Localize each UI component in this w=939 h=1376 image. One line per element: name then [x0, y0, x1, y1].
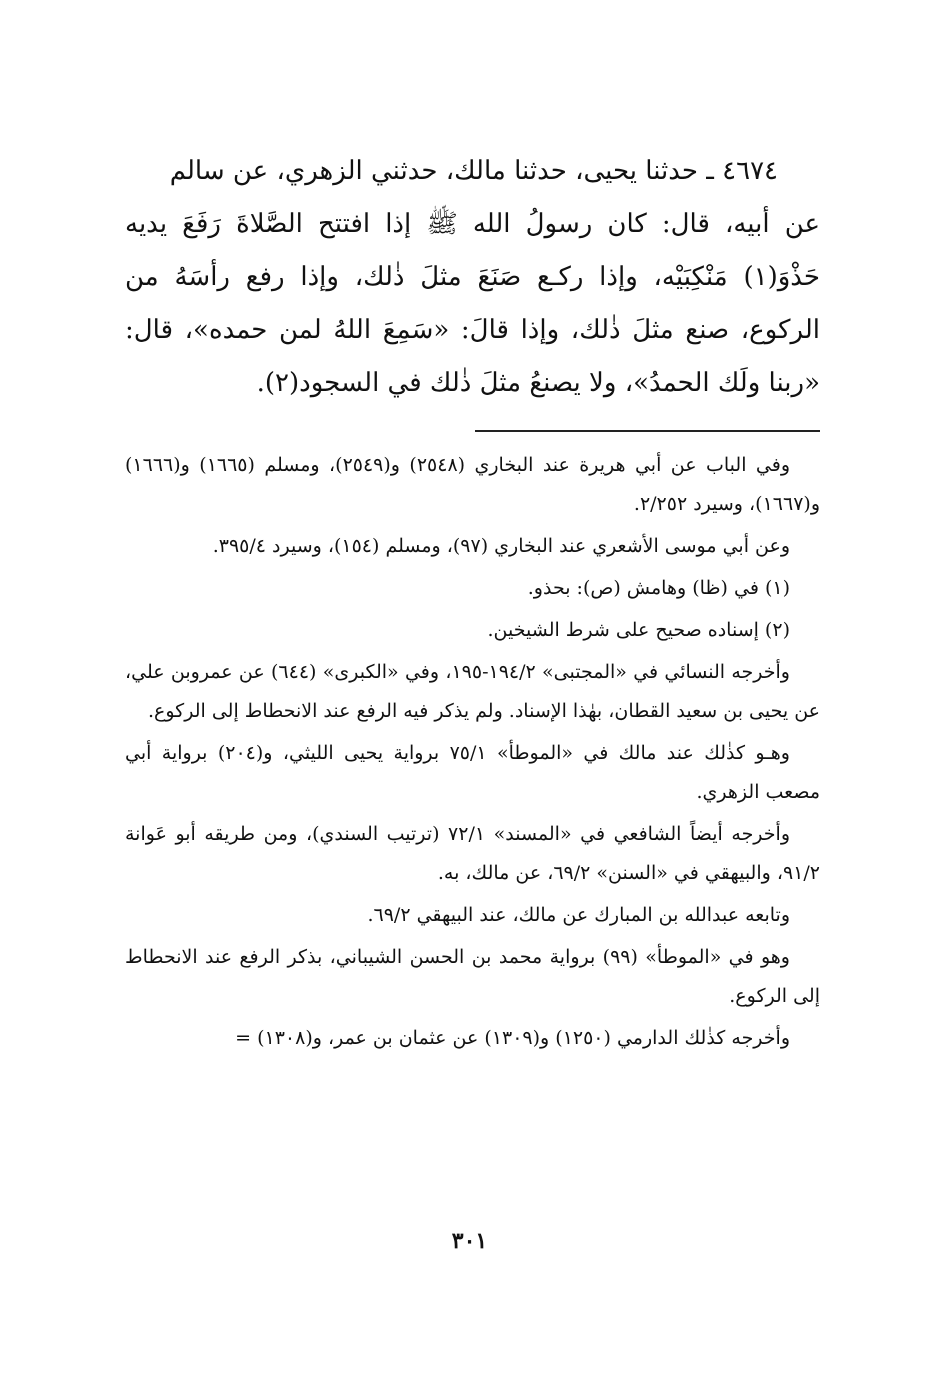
footnote-2: (٢) إسناده صحيح على شرط الشيخين. — [487, 619, 790, 641]
footnote-paragraph: وعن أبي موسى الأشعري عند البخاري (٩٧)، ومسلم (١٥٤)، وسيرد ٣٩٥/٤. — [212, 535, 790, 557]
footnote-paragraph: وهو في «الموطأ» (٩٩) برواية محمد بن الحسن الشيباني، بذكر الرفع عند الانحطاط إلى الركوع. — [125, 946, 820, 1007]
page-content — [125, 145, 820, 1061]
footnotes — [125, 446, 820, 1058]
footnote-1: (١) في (ظا) وهامش (ص): بحذو. — [527, 577, 790, 599]
page-number: ٣٠١ — [451, 1228, 488, 1254]
footnote-paragraph: وهـو كذٰلك عند مالك في «الموطأ» ٧٥/١ برواية يحيى الليثي، و(٢٠٤) برواية أبي مصعب الزهري. — [125, 742, 820, 803]
footnote-paragraph: وفي الباب عن أبي هريرة عند البخاري (٢٥٤٨) و(٢٥٤٩)، ومسلم (١٦٦٥) و(١٦٦٦) و(١٦٦٧)، وسيرد ٢/٢٥٢. — [125, 454, 820, 515]
footnote-paragraph-continued: وأخرجه كذٰلك الدارمي (١٢٥٠) و(١٣٠٩) عن عثمان بن عمر، و(١٣٠٨) = — [125, 1019, 820, 1058]
hadith-first-line: ٤٦٧٤ ـ حدثنا يحيى، حدثنا مالك، حدثني الزهري، عن سالم — [169, 156, 778, 186]
hadith-body: عن أبيه، قال: كان رسولُ الله ﷺ إذا افتتح الصَّلاةَ رَفَعَ يديه حَذْوَ(١) مَنْكِبَيْه، وإذا ركـع صَنَعَ مثلَ ذٰلك، وإذا رفع رأسَهُ من الركوع، صنع مثلَ ذٰلك، وإذا قالَ: «سَمِعَ اللهُ لمن حمده»، قال: «ربنا ولَك الحمدُ»، ولا يصنعُ مثلَ ذٰلك في السجود(٢). — [125, 209, 820, 398]
footnote-paragraph: وتابعه عبدالله بن المبارك عن مالك، عند البيهقي ٦٩/٢. — [367, 904, 790, 926]
footnote-paragraph: وأخرجه أيضاً الشافعي في «المسند» ٧٢/١ (ترتيب السندي)، ومن طريقه أبو عَوانة ٩١/٢، والبيهقي في «السنن» ٦٩/٢، عن مالك، به. — [125, 823, 820, 884]
footnote-paragraph: وأخرجه النسائي في «المجتبى» ١٩٤/٢-١٩٥، وفي «الكبرى» (٦٤٤) عن عمروبن علي، عن يحيى بن سعيد القطان، بهٰذا الإسناد. ولم يذكر فيه الرفع عند الانحطاط إلى الركوع. — [125, 661, 820, 722]
footnote-separator — [475, 430, 820, 432]
hadith-text — [125, 145, 820, 410]
